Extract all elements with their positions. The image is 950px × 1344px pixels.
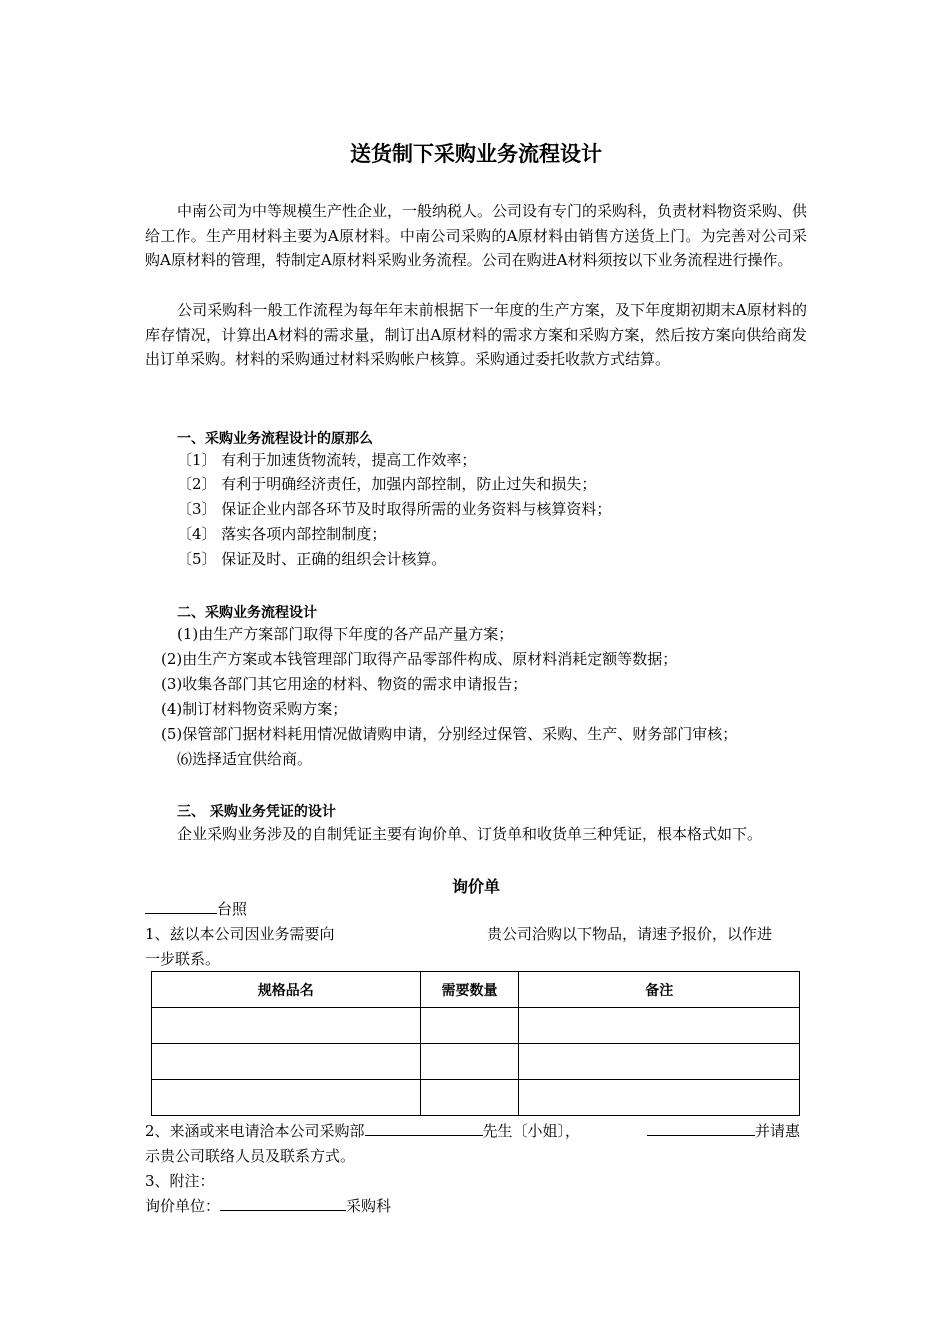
- section1-item: 〔4〕 落实各项内部控制制度；: [177, 525, 387, 543]
- table-cell[interactable]: [420, 1008, 519, 1044]
- form-line-1b: 贵公司洽购以下物品，请速予报价，以作进: [487, 925, 773, 943]
- section2-item: ⑹选择适宜供给商。: [177, 750, 313, 768]
- page-title: 送货制下采购业务流程设计: [350, 142, 602, 166]
- section2-item: (5)保管部门据材料耗用情况做请购申请，分别经过保管、采购、生产、财务部门审核；: [161, 725, 738, 743]
- salutation-suffix: 台照: [217, 900, 248, 918]
- table-cell[interactable]: [152, 1008, 421, 1044]
- table-row: [152, 1080, 800, 1116]
- intro-paragraph-2: 公司采购科一般工作流程为每年年末前根据下一年度的生产方案，及下年度期初期末A原材料的库存情况，计算出A材料的需求量，制订出A原材料的需求方案和采购方案，然后按方案向供给商发出订单采购。材料的采购通过材料采购帐户核算。采购通过委托收款方式结算。: [145, 301, 807, 368]
- form-line-2: [145, 1121, 580, 1141]
- section3-heading: 三、 采购业务凭证的设计: [177, 804, 336, 820]
- form-line-2a: 2、来涵或来电请洽本公司采购部: [145, 1122, 365, 1140]
- form-line-2b: 先生〔小姐〕，: [482, 1122, 581, 1140]
- column-header-remarks: 备注: [519, 972, 800, 1008]
- table-cell[interactable]: [519, 1008, 800, 1044]
- form-line-2c: 并请惠: [755, 1122, 801, 1140]
- form-line-4: [145, 1196, 391, 1216]
- purchasing-contact-blank[interactable]: [365, 1121, 483, 1136]
- table-row: [152, 1044, 800, 1080]
- inquiry-unit-blank[interactable]: [220, 1196, 346, 1211]
- table-cell[interactable]: [152, 1080, 421, 1116]
- table-header-row: [152, 972, 800, 1008]
- table-row: [152, 1008, 800, 1044]
- section1-item: 〔5〕 保证及时、正确的组织会计核算。: [177, 550, 447, 568]
- section2-item: (4)制订材料物资采购方案；: [161, 700, 348, 718]
- section2-heading: 二、采购业务流程设计: [177, 605, 317, 621]
- column-header-spec: 规格品名: [152, 972, 421, 1008]
- table-cell[interactable]: [420, 1044, 519, 1080]
- salutation-line: [145, 899, 247, 919]
- section2-item: (2)由生产方案或本钱管理部门取得产品零部件构成、原材料消耗定额等数据；: [161, 650, 678, 668]
- section3-body: 企业采购业务涉及的自制凭证主要有询价单、订货单和收货单三种凭证，根本格式如下。: [177, 825, 763, 843]
- section1-item: 〔1〕 有利于加速货物流转，提高工作效率；: [177, 451, 477, 469]
- form-line-1c: 一步联系。: [145, 950, 221, 968]
- form-line-2-right: [647, 1121, 800, 1141]
- form-line-1a: 1、兹以本公司因业务需要向: [145, 925, 335, 943]
- form-line-3: 3、附注：: [145, 1172, 215, 1190]
- section1-item: 〔3〕 保证企业内部各环节及时取得所需的业务资料与核算资料；: [177, 500, 612, 518]
- form-line-4a: 询价单位：: [145, 1197, 221, 1215]
- table-cell[interactable]: [519, 1044, 800, 1080]
- column-header-quantity: 需要数量: [420, 972, 519, 1008]
- table-cell[interactable]: [152, 1044, 421, 1080]
- section2-item: (1)由生产方案部门取得下年度的各产品产量方案；: [177, 625, 514, 643]
- section1-item: 〔2〕 有利于明确经济责任，加强内部控制，防止过失和损失；: [177, 475, 597, 493]
- supplier-contact-blank[interactable]: [647, 1121, 755, 1136]
- table-cell[interactable]: [420, 1080, 519, 1116]
- inquiry-form-title: 询价单: [451, 877, 500, 896]
- intro-paragraph-1: 中南公司为中等规模生产性企业，一般纳税人。公司设有专门的采购科，负责材料物资采购、供给工作。生产用材料主要为A原材料。中南公司采购的A原材料由销售方送货上门。为完善对公司采购A原材料的管理，特制定A原材料采购业务流程。公司在购进A材料须按以下业务流程进行操作。: [145, 202, 808, 269]
- section1-heading: 一、采购业务流程设计的原那么: [177, 431, 373, 447]
- addressee-blank[interactable]: [145, 899, 217, 914]
- section2-item: (3)收集各部门其它用途的材料、物资的需求申请报告；: [161, 675, 528, 693]
- form-line-4b: 采购科: [346, 1197, 392, 1215]
- table-cell[interactable]: [519, 1080, 800, 1116]
- inquiry-table: [151, 971, 800, 1116]
- form-line-2d: 示贵公司联络人员及联系方式。: [145, 1147, 356, 1165]
